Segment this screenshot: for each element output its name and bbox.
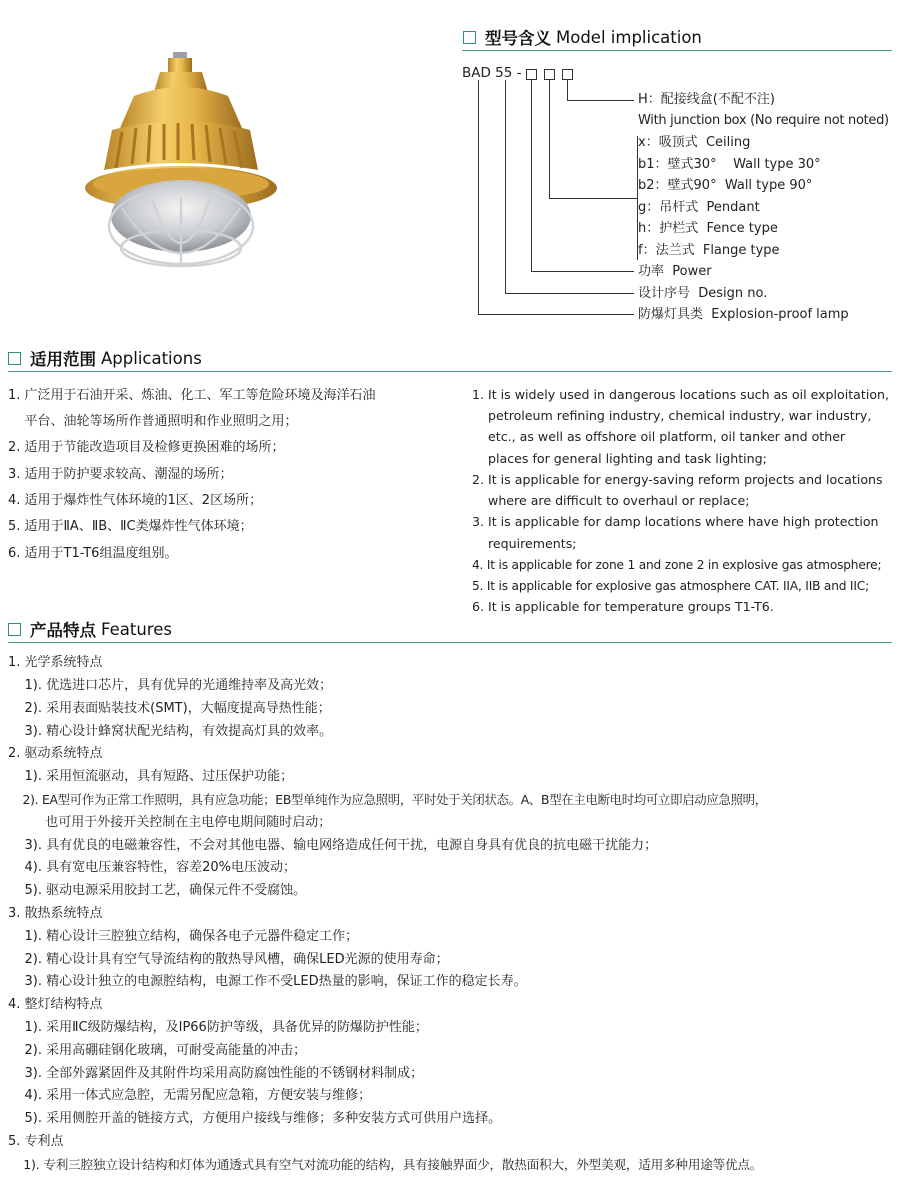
app-en-line: places for general lighting and task lighting; (472, 451, 767, 466)
model-title-en: Model implication (556, 27, 702, 47)
app-en-line: 4. It is applicable for zone 1 and zone 2 in explosive gas atmosphere; (472, 558, 882, 572)
model-entry-h: H：配接线盒(不配不注) (638, 92, 775, 107)
app-en-line: petroleum refining industry, chemical industry, war industry, (472, 408, 872, 423)
app-en-line: 1. It is widely used in dangerous locations such as oil exploitation, (472, 387, 890, 402)
model-title-rule (462, 50, 892, 51)
feature-line: 2). EA型可作为正常工作照明，具有应急功能；EB型单纯作为应急照明，平时处于关闭状态。A、B型在主电断电时均可立即启动应急照明， (8, 792, 767, 807)
app-zh-line: 6. 适用于T1-T6组温度组别。 (8, 546, 178, 561)
model-code: BAD 55 - (462, 65, 522, 81)
model-entry-lamp-type: 防爆灯具类 Explosion-proof lamp (638, 307, 849, 322)
applications-title-rule (8, 371, 892, 372)
title-square-icon (8, 352, 21, 365)
model-entry-x: x：吸顶式 Ceiling (638, 135, 751, 150)
feature-line: 3). 具有优良的电磁兼容性，不会对其他电器、输电网络造成任何干扰，电源自身具有优良的抗电磁干扰能力； (8, 838, 658, 853)
title-square-icon (463, 31, 476, 44)
model-slot-3 (562, 69, 573, 80)
model-entry-b1: b1：壁式30° Wall type 30° (638, 157, 821, 172)
features-title (8, 617, 172, 641)
model-entry-g: g：吊杆式 Pendant (638, 200, 760, 215)
features-title-zh: 产品特点 (30, 621, 96, 640)
model-implication-title (463, 25, 702, 49)
app-zh-line: 3. 适用于防护要求较高、潮湿的场所； (8, 467, 233, 482)
feature-line: 4). 具有宽电压兼容特性，容差20%电压波动； (8, 860, 297, 875)
app-zh-line: 1. 广泛用于石油开采、炼油、化工、军工等危险环境及海洋石油 (8, 388, 376, 403)
app-zh-line: 平台、油轮等场所作普通照明和作业照明之用； (8, 414, 298, 429)
feature-line: 1). 优选进口芯片，具有优异的光通维持率及高光效； (8, 678, 333, 693)
feature-line: 2). 精心设计具有空气导流结构的散热导风槽，确保LED光源的使用寿命； (8, 952, 449, 967)
app-en-line: requirements; (472, 536, 577, 551)
model-entry-power: 功率 Power (638, 264, 712, 279)
app-zh-line: 2. 适用于节能改造项目及检修更换困难的场所； (8, 440, 285, 455)
app-zh-line: 4. 适用于爆炸性气体环境的1区、2区场所； (8, 493, 263, 508)
model-entry-junction: With junction box (No require not noted) (638, 113, 889, 128)
feature-line: 3). 全部外露紧固件及其附件均采用高防腐蚀性能的不锈钢材料制成； (8, 1066, 424, 1081)
feature-line: 2. 驱动系统特点 (8, 746, 103, 761)
title-square-icon (8, 623, 21, 636)
app-en-line: where are difficult to overhaul or replace; (472, 493, 750, 508)
features-title-en: Features (101, 619, 172, 639)
model-entry-h-fence: h：护栏式 Fence type (638, 221, 778, 236)
app-zh-line: 5. 适用于ⅡA、ⅡB、ⅡC类爆炸性气体环境； (8, 519, 253, 534)
feature-line: 5). 采用侧腔开盖的链接方式，方便用户接线与维修；多种安装方式可供用户选择。 (8, 1111, 502, 1126)
feature-line: 4. 整灯结构特点 (8, 997, 103, 1012)
feature-line: 5. 专利点 (8, 1134, 64, 1149)
feature-line: 1). 专利三腔独立设计结构和灯体为通透式具有空气对流功能的结构，具有接触界面少，散热面积大，外型美观，适用多种用途等优点。 (8, 1157, 763, 1172)
feature-line: 4). 采用一体式应急腔，无需另配应急箱，方便安装与维修； (8, 1088, 372, 1103)
features-title-rule (8, 642, 892, 643)
model-slot-1 (526, 69, 537, 80)
app-en-line: 2. It is applicable for energy-saving reform projects and locations (472, 472, 883, 487)
feature-line: 3). 精心设计独立的电源腔结构，电源工作不受LED热量的影响，保证工作的稳定长寿。 (8, 974, 527, 989)
feature-line: 3). 精心设计蜂窝状配光结构，有效提高灯具的效率。 (8, 724, 333, 739)
feature-line: 2). 采用表面贴装技术(SMT)，大幅度提高导热性能； (8, 701, 331, 716)
app-en-line: 6. It is applicable for temperature groups T1-T6. (472, 599, 774, 614)
model-slot-2 (544, 69, 555, 80)
applications-title-en: Applications (101, 348, 202, 368)
feature-line: 1). 采用恒流驱动，具有短路、过压保护功能； (8, 769, 294, 784)
feature-line: 2). 采用高硼硅钢化玻璃，可耐受高能量的冲击； (8, 1043, 307, 1058)
model-entry-b2: b2：壁式90° Wall type 90° (638, 178, 813, 193)
feature-line: 也可用于外接开关控制在主电停电期间随时启动； (8, 815, 332, 830)
feature-line: 3. 散热系统特点 (8, 906, 103, 921)
model-entry-design-no: 设计序号 Design no. (638, 286, 768, 301)
app-en-line: 3. It is applicable for damp locations where have high protection (472, 514, 879, 529)
app-en-line: etc., as well as offshore oil platform, oil tanker and other (472, 429, 846, 444)
feature-line: 1). 采用ⅡC级防爆结构，及IP66防护等级，具备优异的防爆防护性能； (8, 1020, 428, 1035)
feature-line: 5). 驱动电源采用胶封工艺，确保元件不受腐蚀。 (8, 883, 307, 898)
applications-title-zh: 适用范围 (30, 350, 96, 369)
applications-title (8, 346, 202, 370)
explosion-proof-lamp-image (82, 48, 280, 280)
feature-line: 1). 精心设计三腔独立结构，确保各电子元器件稳定工作； (8, 929, 359, 944)
feature-line: 1. 光学系统特点 (8, 655, 103, 670)
model-entry-f: f：法兰式 Flange type (638, 243, 780, 258)
app-en-line: 5. It is applicable for explosive gas atmosphere CAT. IIA, IIB and IIC; (472, 579, 869, 593)
model-title-zh: 型号含义 (485, 29, 551, 48)
